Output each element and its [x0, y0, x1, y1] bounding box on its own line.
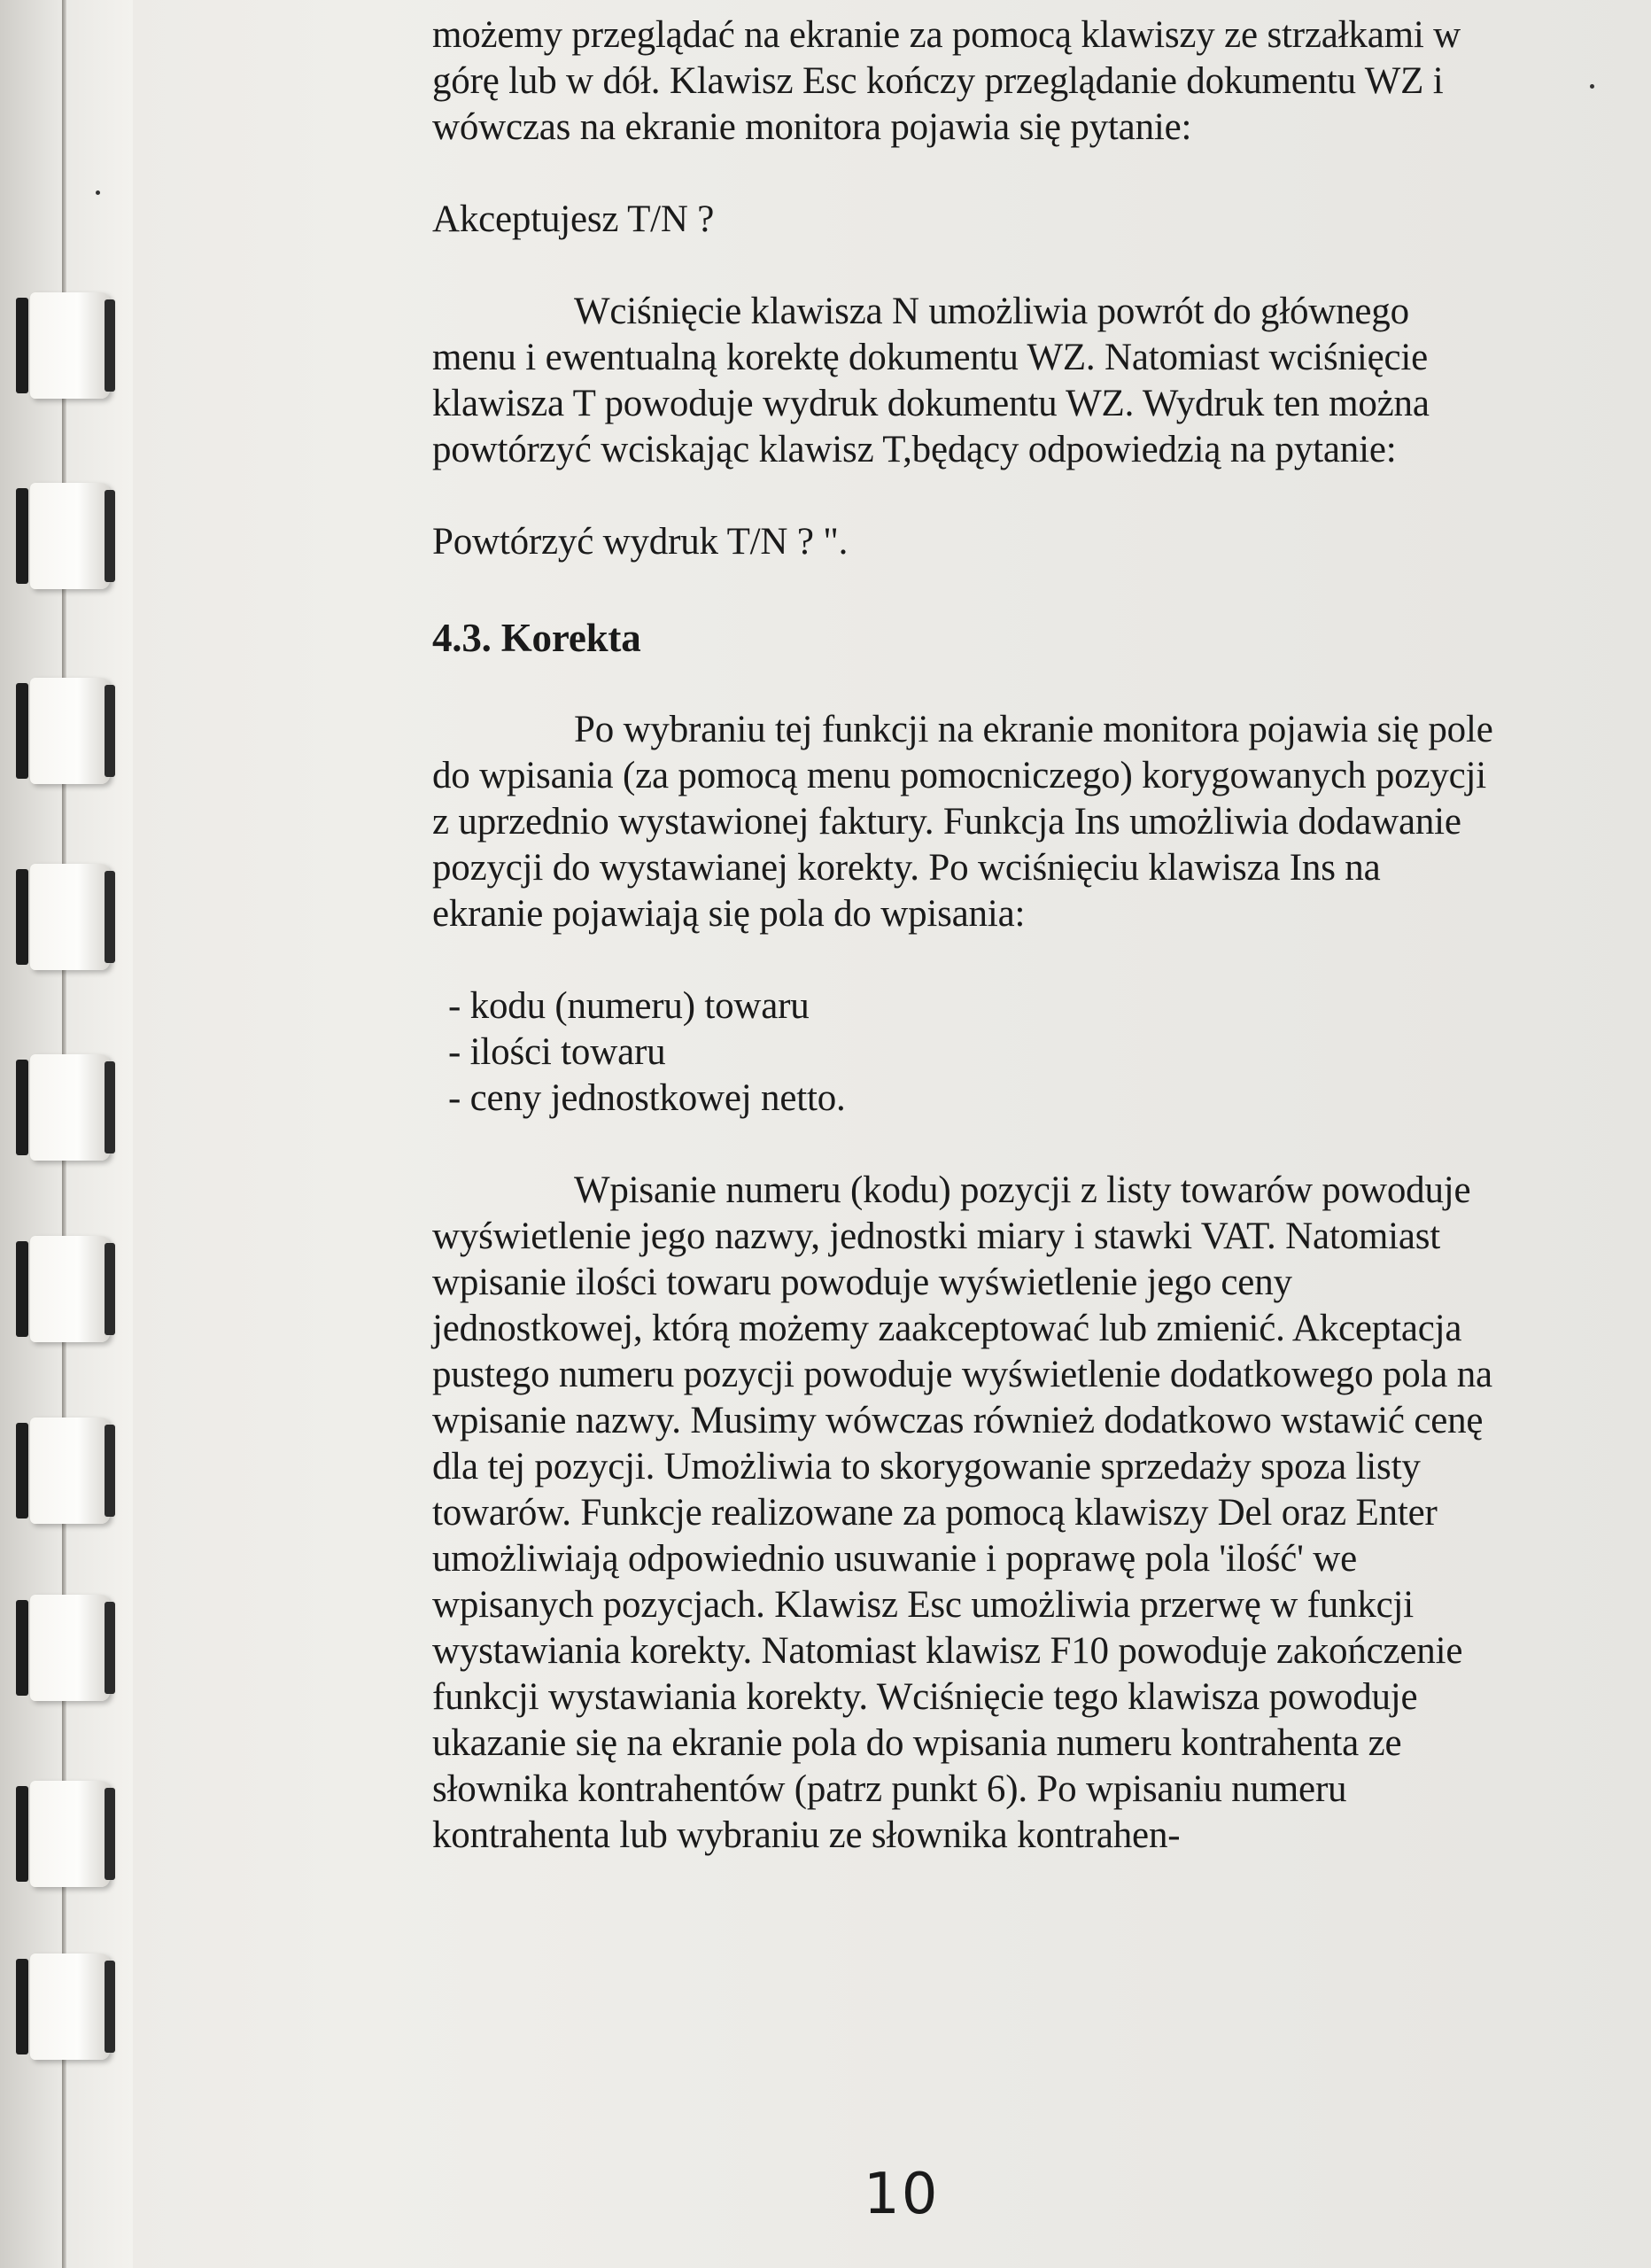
list-item: - ceny jednostkowej netto.	[448, 1077, 846, 1119]
binding-ring	[7, 864, 122, 970]
section-heading: 4.3. Korekta	[432, 616, 641, 660]
list-item: - kodu (numeru) towaru	[448, 985, 810, 1027]
binding-ring	[7, 1054, 122, 1161]
paper-speck	[1590, 84, 1594, 89]
paragraph: Wciśnięcie klawisza N umożliwia powrót do głównego menu i ewentualną korektę dokumentu WZ. Natomiast wciśnięcie klawisza T powoduje wydruk dokumentu WZ. Wydruk ten można powtórzyć wciskając klawisz T,będący odpowiedzią na pytanie:	[432, 291, 1430, 470]
binding-ring	[7, 292, 122, 399]
binding-ring	[7, 483, 122, 589]
list-item: - ilości towaru	[448, 1031, 666, 1073]
field-list	[448, 983, 1495, 1122]
binding-ring	[7, 1781, 122, 1887]
binding-ring	[7, 1236, 122, 1342]
paragraph: możemy przeglądać na ekranie za pomocą klawiszy ze strzałkami w górę lub w dół. Klawisz Esc kończy przeglądanie dokumentu WZ i wówczas na ekranie monitora pojawia się pytanie:	[432, 14, 1461, 148]
paper-speck	[96, 190, 100, 195]
accept-prompt: Akceptujesz T/N ?	[432, 198, 715, 240]
body-text	[432, 12, 1495, 1859]
binding-ring	[7, 1953, 122, 2060]
binding-ring	[7, 1595, 122, 1701]
binding-ring	[7, 1418, 122, 1524]
repeat-prompt: Powtórzyć wydruk T/N ? ".	[432, 521, 849, 563]
binding-ring	[7, 678, 122, 784]
page-number: 10	[864, 2162, 940, 2227]
paragraph: Wpisanie numeru (kodu) pozycji z listy towarów powoduje wyświetlenie jego nazwy, jednostki miary i stawki VAT. Natomiast wpisanie ilości towaru powoduje wyświetlenie jego ceny jednostkowej, którą możemy zaakceptować lub zmienić. Akceptacja pustego numeru pozycji powoduje wyświetlenie dodatkowego pola na wpisanie nazwy. Musimy wówczas również dodatkowo wstawić cenę dla tej pozycji. Umożliwia to skorygowanie sprzedaży spoza listy towarów. Funkcje realizowane za pomocą klawiszy Del oraz Enter umożliwiają odpowiednio usuwanie i poprawę pola 'ilość' we wpisanych pozycjach. Klawisz Esc umożliwia przerwę w funkcji wystawiania korekty. Natomiast klawisz F10 powoduje zakończenie funkcji wystawiania korekty. Wciśnięcie tego klawisza powoduje ukazanie się na ekranie pola do wpisania numeru kontrahenta ze słownika kontrahentów (patrz punkt 6). Po wpisaniu numeru kontrahenta lub wybraniu ze słownika kontrahen-	[432, 1169, 1492, 1856]
paragraph: Po wybraniu tej funkcji na ekranie monitora pojawia się pole do wpisania (za pomocą menu pomocniczego) korygowanych pozycji z uprzednio wystawionej faktury. Funkcja Ins umożliwia dodawanie pozycji do wystawianej korekty. Po wciśnięciu klawisza Ins na ekranie pojawiają się pola do wpisania:	[432, 709, 1493, 935]
